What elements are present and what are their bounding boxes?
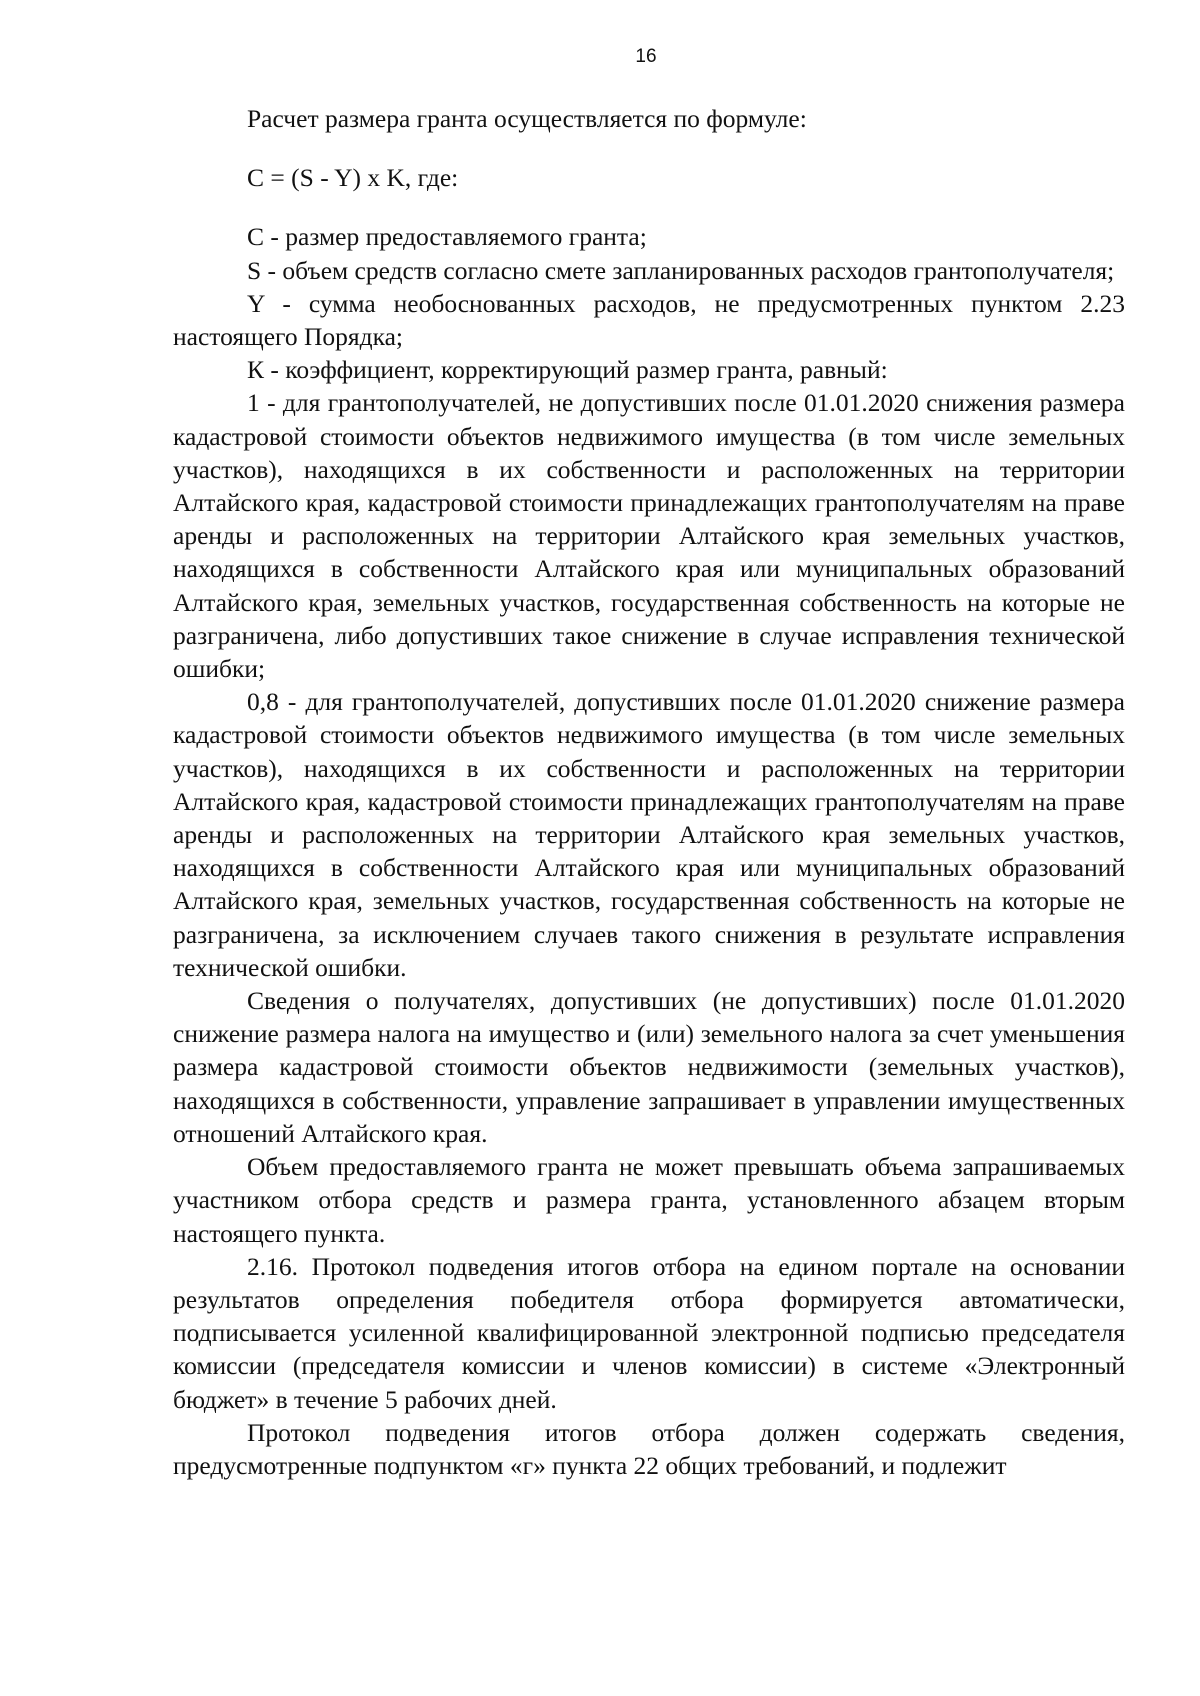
paragraph-definition-c: C - размер предоставляемого гранта;	[247, 222, 647, 252]
paragraph-coefficient-1: 1 - для грантополучателей, не допустивших после 01.01.2020 снижения размера кадастровой стоимости объектов недвижимого имущества (в том числе земельных участков), находящихся в их собственности и расположенных на территории Алтайского края, кадастровой стоимости принадлежащих грантополучателям на праве аренды и расположенных на территории Алтайского края земельных участков, находящихся в собственности Алтайского края или муниципальных образований Алтайского края, земельных участков, государственная собственность на которые не разграничена, либо допустивших такое снижение в случае исправления технической ошибки;	[173, 388, 1125, 684]
paragraph-formula: C = (S - Y) x K, где:	[247, 163, 459, 193]
paragraph-definition-y: Y - сумма необоснованных расходов, не предусмотренных пунктом 2.23 настоящего Порядка;	[173, 288, 1125, 352]
paragraph-item-2-16: 2.16. Протокол подведения итогов отбора на едином портале на основании результатов определения победителя отбора формируется автоматически, подписывается усиленной квалифицированной электронной подписью председателя комиссии (председателя комиссии и членов комиссии) в системе «Электронный бюджет» в течение 5 рабочих дней.	[173, 1251, 1125, 1414]
paragraph-formula-intro: Расчет размера гранта осуществляется по формуле:	[247, 104, 807, 133]
paragraph-recipient-info: Сведения о получателях, допустивших (не допустивших) после 01.01.2020 снижение размера налога на имущество и (или) земельного налога за счет уменьшения размера кадастровой стоимости объектов недвижимости (земельных участков), находящихся в собственности, управление запрашивает в управлении имущественных отношений Алтайского края.	[173, 986, 1125, 1148]
paragraph-definition-s: S - объем средств согласно смете запланированных расходов грантополучателя;	[247, 255, 1115, 285]
page-number: 16	[635, 46, 657, 67]
paragraph-grant-volume: Объем предоставляемого гранта не может превышать объема запрашиваемых участником отбора средств и размера гранта, установленного абзацем вторым настоящего пункта.	[173, 1152, 1125, 1248]
paragraph-coefficient-0-8: 0,8 - для грантополучателей, допустивших после 01.01.2020 снижение размера кадастровой стоимости объектов недвижимого имущества (в том числе земельных участков), находящихся в их собственности и расположенных на территории Алтайского края, кадастровой стоимости принадлежащих грантополучателям на праве аренды и расположенных на территории Алтайского края земельных участков, находящихся в собственности Алтайского края или муниципальных образований Алтайского края, земельных участков, государственная собственность на которые не разграничена, за исключением случаев такого снижения в результате исправления технической ошибки.	[173, 687, 1125, 982]
paragraph-definition-k: К - коэффициент, корректирующий размер гранта, равный:	[247, 355, 888, 385]
document-body	[173, 102, 1125, 1482]
paragraph-protocol-content: Протокол подведения итогов отбора должен содержать сведения, предусмотренные подпунктом «г» пункта 22 общих требований, и подлежит	[173, 1417, 1125, 1480]
